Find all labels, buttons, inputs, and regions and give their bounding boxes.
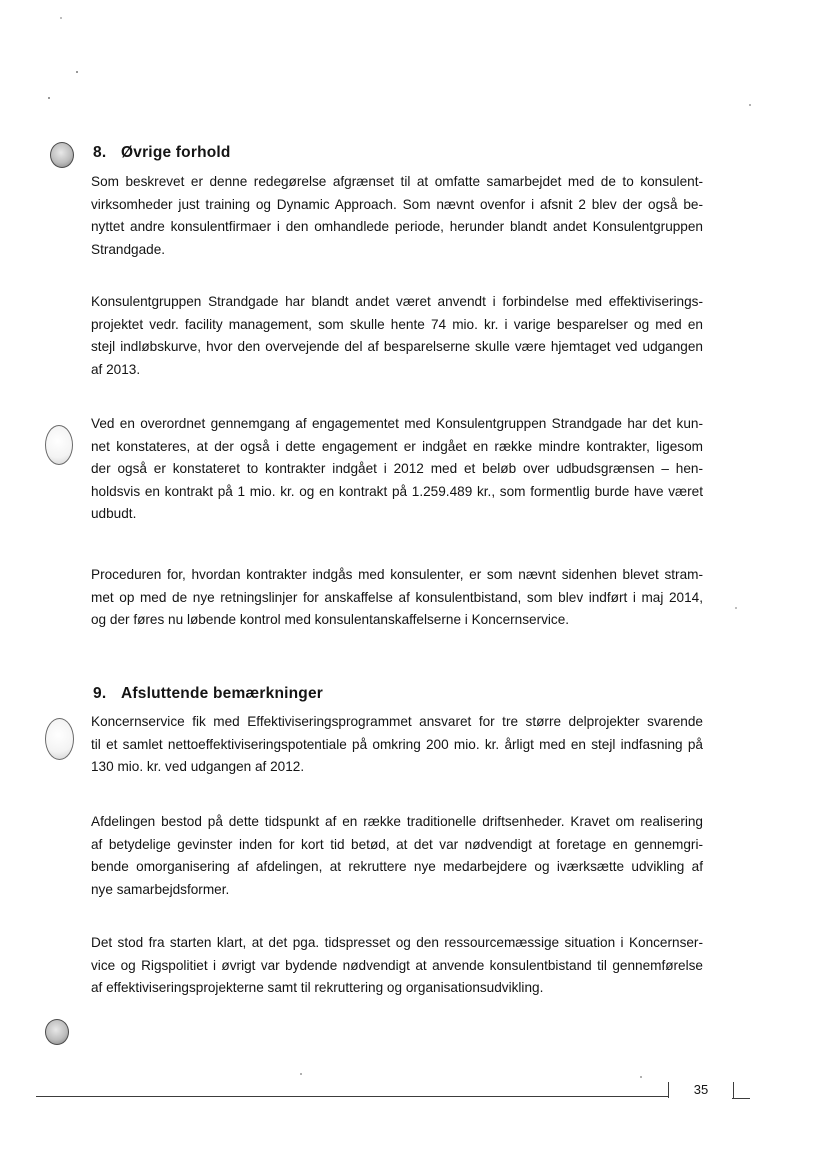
paragraph [91,171,703,261]
text-line: nye samarbejdsformer. [91,881,230,897]
punch-hole-top [50,142,74,168]
text-line: nyttet andre konsulentfirmaer i den omhandlede periode, herunder blandt andet Konsulentgruppen [91,219,703,235]
section-number: 8. [93,144,107,161]
text-line: met op med de nye retningslinjer for anskaffelse af konsulentbistand, som blev indført i maj 2014, [91,589,703,605]
section-heading [93,144,231,162]
text-line: af 2013. [91,361,141,377]
text-line: holdsvis en kontrakt på 1 mio. kr. og en kontrakt på 1.259.489 kr., som formentlig burde have været [91,483,703,499]
section-heading [93,685,323,703]
text-line: stejl indløbskurve, hvor den overvejende del af besparelserne skulle være hjemtaget ved udgangen [91,339,703,355]
text-line: net konstateres, at der også i dette engagement er indgået en række mindre kontrakter, ligesom [91,438,703,454]
text-line: projektet vedr. facility management, som skulle hente 74 mio. kr. i varige besparelser og med en [91,316,703,332]
text-line: udbudt. [91,506,137,522]
text-line: der også er konstateret to kontrakter indgået i 2012 med et beløb over udbudsgrænsen – hen- [91,461,703,477]
footer-rule-end [732,1098,750,1099]
scan-speck [640,1076,642,1078]
text-line: Afdelingen bestod på dette tidspunkt af en række traditionelle driftsenheder. Kravet om realisering [91,814,703,829]
scan-speck [48,97,50,99]
scan-speck [300,1073,302,1075]
scan-speck [749,104,751,106]
scan-speck [735,607,737,609]
section-title: Afsluttende bemærkninger [121,685,324,702]
paragraph [91,413,703,526]
text-line: bende omorganisering af afdelingen, at rekruttere nye medarbejdere og iværksætte udvikling af [91,859,703,875]
paragraph [91,711,703,779]
paragraph [91,932,703,1000]
text-line: virksomheder just training og Dynamic Approach. Som nævnt ovenfor i afsnit 2 blev der også be- [91,196,703,212]
text-line: Proceduren for, hvordan kontrakter indgås med konsulenter, er som nævnt sidenhen blevet stram- [91,567,703,582]
punch-hole-upper-middle [45,425,73,465]
text-line: Det stod fra starten klart, at det pga. tidspresset og den ressourcemæssige situation i Koncernser- [91,935,703,950]
page-number-box [668,1082,734,1098]
paragraph [91,811,703,901]
text-line: af effektiviseringsprojekterne samt til rekruttering og organisationsudvikling. [91,980,544,996]
text-line: Koncernservice fik med Effektiviseringsprogrammet ansvaret for tre større delprojekter svarende [91,714,703,729]
text-line: af betydelige gevinster inden for kort tid betød, at det var nødvendigt at foretage en gennemgri- [91,836,703,852]
punch-hole-lower-middle [45,718,74,760]
text-line: Strandgade. [91,241,166,257]
text-line: vice og Rigspolitiet i øvrigt var bydende nødvendigt at anvende konsulentbistand til gennemførelse [91,957,703,973]
scan-speck [76,71,78,73]
footer-rule [36,1096,668,1097]
text-line: 130 mio. kr. ved udgangen af 2012. [91,759,305,775]
page-number: 35 [693,1082,709,1097]
text-line: Som beskrevet er denne redegørelse afgrænset til at omfatte samarbejdet med de to konsulent- [91,174,703,189]
scan-speck [60,17,62,19]
text-line: til et samlet nettoeffektiviseringspotentiale på omkring 200 mio. kr. årligt med en stejl indfasning på [91,736,703,752]
paragraph [91,564,703,632]
paragraph [91,291,703,381]
text-line: Konsulentgruppen Strandgade har blandt andet været anvendt i forbindelse med effektiviserings- [91,294,703,309]
section-title: Øvrige forhold [121,144,231,161]
section-number: 9. [93,685,107,702]
text-line: og der føres nu løbende kontrol med konsulentanskaffelserne i Koncernservice. [91,612,570,628]
text-line: Ved en overordnet gennemgang af engagementet med Konsulentgruppen Strandgade har det kun- [91,416,703,431]
punch-hole-bottom [45,1019,69,1045]
